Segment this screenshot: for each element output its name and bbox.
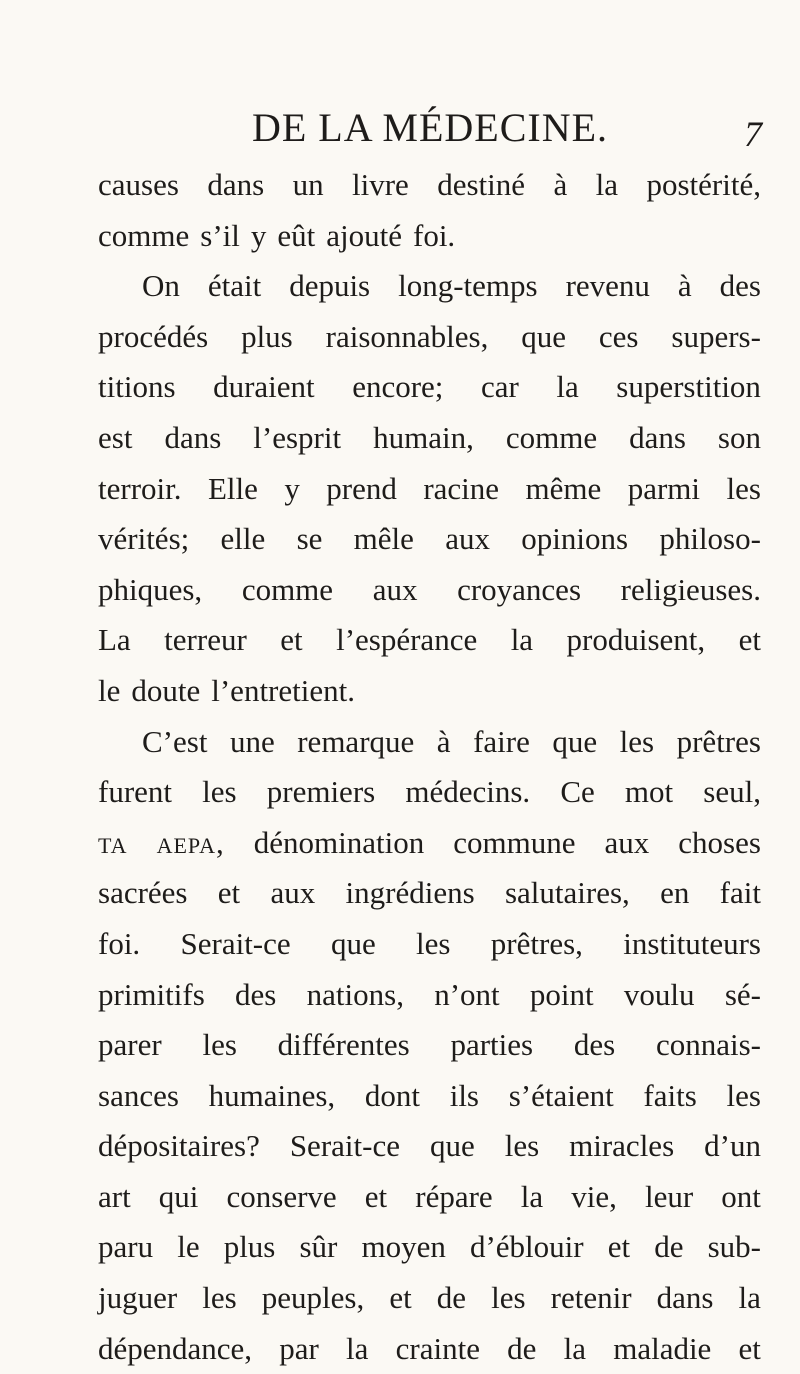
text-line: terroir. Elle y prend racine même parmi les <box>98 470 761 506</box>
text-line: le doute l’entretient. <box>98 672 355 708</box>
text-line: parer les différentes parties des connais- <box>98 1027 761 1063</box>
text-line: juguer les peuples, et de les retenir dans la <box>98 1280 761 1316</box>
text-line: τα αερα, dénomination commune aux choses <box>98 824 761 860</box>
page-header <box>98 104 762 152</box>
body-text <box>98 160 761 1374</box>
text-line: procédés plus raisonnables, que ces supers- <box>98 318 761 354</box>
text-line: paru le plus sûr moyen d’éblouir et de sub- <box>98 1229 761 1265</box>
text-line: dépendance, par la crainte de la maladie et <box>98 1330 761 1366</box>
text-line: vérités; elle se mêle aux opinions philoso- <box>98 521 761 557</box>
text-line: est dans l’esprit humain, comme dans son <box>98 419 761 455</box>
page-number: 7 <box>744 114 762 154</box>
text-line: phiques, comme aux croyances religieuses. <box>98 571 761 607</box>
text-line: foi. Serait-ce que les prêtres, instituteurs <box>98 925 761 961</box>
text-line: furent les premiers médecins. Ce mot seul, <box>98 774 761 810</box>
text-line: sances humaines, dont ils s’étaient faits les <box>98 1077 761 1113</box>
text-line: On était depuis long-temps revenu à des <box>142 268 761 304</box>
text-line: C’est une remarque à faire que les prêtres <box>142 723 761 759</box>
text-line: sacrées et aux ingrédiens salutaires, en fait <box>98 875 761 911</box>
text-line: dépositaires? Serait-ce que les miracles d’un <box>98 1128 761 1164</box>
text-line: primitifs des nations, n’ont point voulu sé- <box>98 976 761 1012</box>
text-line: art qui conserve et répare la vie, leur ont <box>98 1178 761 1214</box>
text-line: causes dans un livre destiné à la postérité, <box>98 167 761 202</box>
text-line: comme s’il y eût ajouté foi. <box>98 217 456 253</box>
text-line: titions duraient encore; car la superstition <box>98 369 761 405</box>
running-title: DE LA MÉDECINE. <box>251 105 609 150</box>
text-line: La terreur et l’espérance la produisent, et <box>98 622 761 658</box>
